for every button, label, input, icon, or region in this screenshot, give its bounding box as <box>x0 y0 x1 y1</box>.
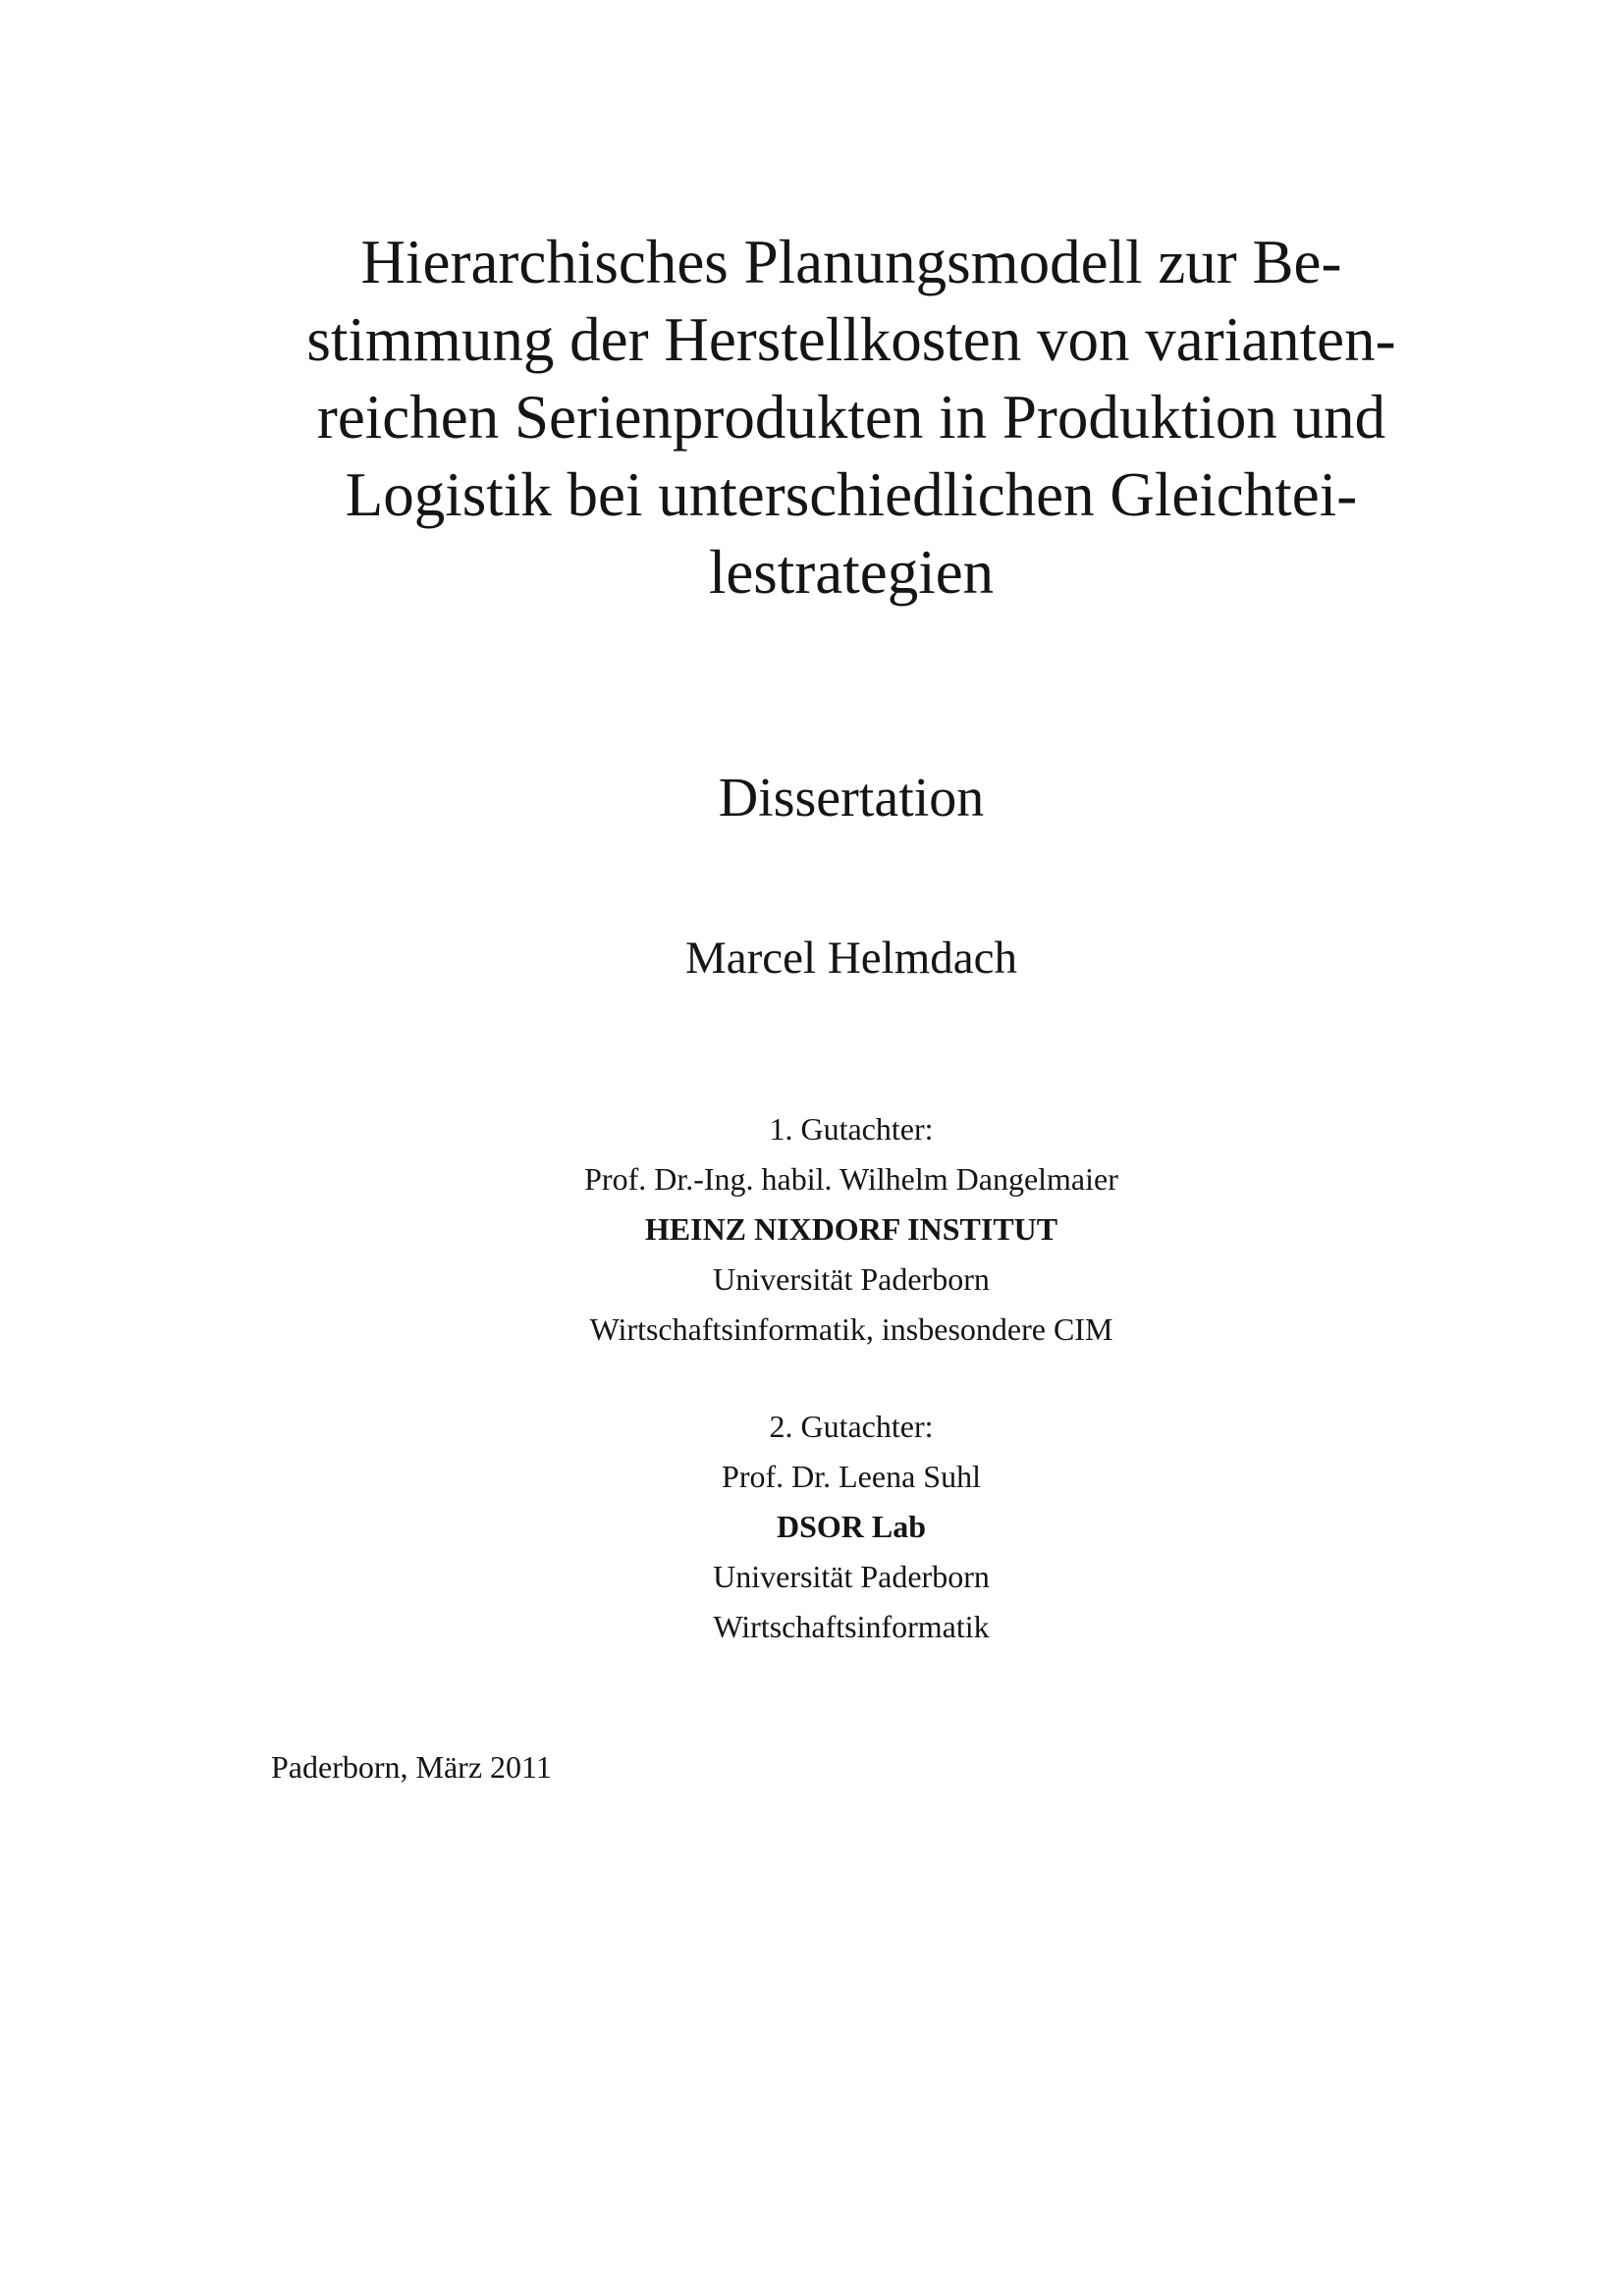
reviewer-university: Universität Paderborn <box>713 1559 990 1594</box>
place-and-date: Paderborn, März 2011 <box>271 1749 552 1785</box>
title-line: lestrategien <box>708 538 995 607</box>
title-line: Hierarchisches Planungsmodell zur Be- <box>360 228 1342 296</box>
reviewer-department: Wirtschaftsinformatik <box>713 1609 990 1644</box>
reviewer-institute: DSOR Lab <box>776 1509 927 1544</box>
first-reviewer-block <box>0 1104 1624 1355</box>
reviewer-institute: HEINZ NIXDORF INSTITUT <box>644 1211 1058 1247</box>
reviewer-university: Universität Paderborn <box>713 1261 990 1297</box>
reviewer-name: Prof. Dr.-Ing. habil. Wilhelm Dangelmaier <box>584 1161 1118 1197</box>
author-name: Marcel Helmdach <box>685 933 1017 984</box>
reviewer-heading: 1. Gutachter: <box>769 1111 934 1147</box>
title-line: Logistik bei unterschiedlichen Gleichtei- <box>345 460 1358 529</box>
document-type: Dissertation <box>718 768 985 828</box>
reviewer-heading: 2. Gutachter: <box>769 1409 934 1444</box>
title-line: stimmung der Herstellkosten von varianten- <box>306 305 1396 374</box>
reviewer-name: Prof. Dr. Leena Suhl <box>722 1459 981 1494</box>
title-line: reichen Serienprodukten in Produktion und <box>316 383 1386 452</box>
reviewer-department: Wirtschaftsinformatik, insbesondere CIM <box>589 1311 1113 1347</box>
dissertation-title <box>255 224 1447 612</box>
second-reviewer-block <box>0 1402 1624 1652</box>
